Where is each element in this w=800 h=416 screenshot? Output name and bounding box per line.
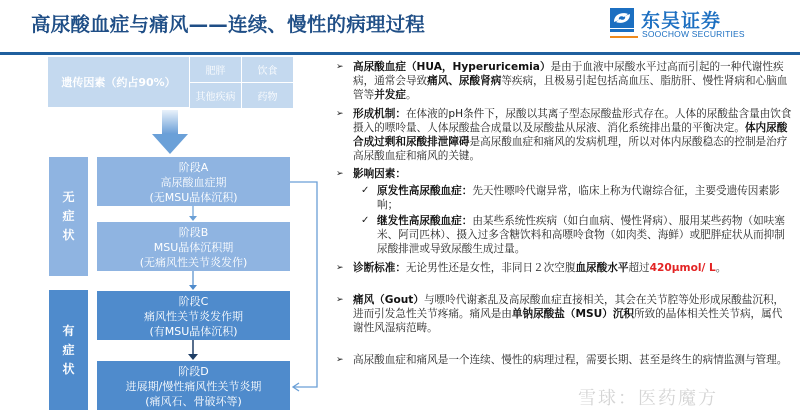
logo-accent-bar bbox=[610, 36, 638, 38]
bullet-arrow-icon: ➢ bbox=[336, 294, 344, 305]
genetic-factor-box: 遗传因素（约占90%） bbox=[48, 57, 189, 107]
soochow-logo bbox=[610, 8, 790, 40]
factor-obesity: 肥胖 bbox=[190, 57, 241, 82]
stage-c-box: 阶段C 痛风性关节炎发作期 (有MSU晶体沉积) bbox=[97, 291, 290, 340]
asymptomatic-label: 无 症 状 bbox=[49, 157, 88, 276]
logo-english-name: SOOCHOW SECURITIES bbox=[642, 29, 745, 39]
down-arrow-icon bbox=[148, 110, 192, 154]
content-panel bbox=[336, 60, 792, 372]
bullet-arrow-icon: ➢ bbox=[336, 62, 344, 72]
stage-b-box: 阶段B MSU晶体沉积期 (无痛风性关节炎发作) bbox=[97, 222, 290, 271]
bullet-factors: ➢ 影响因素： bbox=[336, 168, 406, 181]
header-divider bbox=[0, 52, 800, 55]
bullet-arrow-icon: ➢ bbox=[336, 262, 344, 273]
symptomatic-label: 有 症 状 bbox=[49, 290, 88, 410]
threshold-value: 420μmol/ L bbox=[649, 261, 716, 274]
factor-other-disease: 其他疾病 bbox=[190, 83, 241, 108]
check-icon: ✓ bbox=[361, 184, 370, 196]
watermark: 雪球：医药魔方 bbox=[578, 388, 718, 409]
sub-primary-hua: ✓ 原发性高尿酸血症：先天性嘌呤代谢异常，临床上称为代谢综合征，主要受遗传因素影响； bbox=[361, 184, 780, 211]
bullet-mechanism: ➢ 形成机制：在体液的pH条件下，尿酸以其离子型态尿酸盐形式存在。人体的尿酸盐含量由饮食摄入的嘌呤量、人体尿酸盐合成量以及尿酸盐从尿液、消化系统排出量的平衡决定。体内尿酸合成过剩和尿酸排泄障碍是高尿酸血症和痛风的发病机理，所以对体内尿酸稳态的控制是治疗高尿酸血症和痛风的关键。 bbox=[336, 107, 792, 163]
logo-chinese-name: 东吴证券 bbox=[641, 10, 722, 32]
factor-drugs: 药物 bbox=[242, 83, 293, 108]
bullet-definition: ➢ 高尿酸血症（HUA，Hyperuricemia）是由于血液中尿酸水平过高而引起的一种代谢性疾病，通常会导致痛风、尿酸肾病等疾病，且极易引起包括高血压、脂肪肝、慢性肾病和心脑血管等并发症。 bbox=[336, 61, 788, 102]
stage-a-box: 阶段A 高尿酸血症期 (无MSU晶体沉积) bbox=[97, 157, 290, 206]
check-icon: ✓ bbox=[361, 215, 370, 227]
bullet-summary: ➢ 高尿酸血症和痛风是一个连续、慢性的病理过程，需要长期、甚至是终生的病情监测与管理。 bbox=[336, 354, 788, 367]
bullet-gout: ➢ 痛风（Gout）与嘌呤代谢紊乱及高尿酸血症直接相关，其会在关节腔等处形成尿酸盐沉积，进而引发急性关节疼痛。痛风是由单钠尿酸盐（MSU）沉积所致的晶体相关性关节病，属代谢性风湿病范畴。 bbox=[336, 293, 785, 335]
bullet-arrow-icon: ➢ bbox=[336, 355, 344, 366]
page-title: 高尿酸血症与痛风——连续、慢性的病理过程 bbox=[31, 13, 426, 36]
bullet-arrow-icon: ➢ bbox=[336, 108, 344, 119]
sub-secondary-hua: ✓ 继发性高尿酸血症：由某些系统性疾病（如白血病、慢性肾病）、服用某些药物（如呋塞米、阿司匹林）、摄入过多含糖饮料和高嘌呤食物（如肉类、海鲜）或肥胖症状从而抑制尿酸排泄或导致尿酸生成过量。 bbox=[361, 215, 785, 256]
bullet-arrow-icon: ➢ bbox=[336, 169, 344, 180]
stage-d-box: 阶段D 进展期/慢性痛风性关节炎期 (痛风石、骨破坏等) bbox=[97, 361, 290, 410]
logo-mark-icon bbox=[610, 8, 634, 32]
factor-diet: 饮食 bbox=[242, 57, 293, 82]
bullet-diagnosis: ➢ 诊断标准：无论男性还是女性，非同日２次空腹血尿酸水平超过420μmol/ L。 bbox=[336, 261, 727, 274]
